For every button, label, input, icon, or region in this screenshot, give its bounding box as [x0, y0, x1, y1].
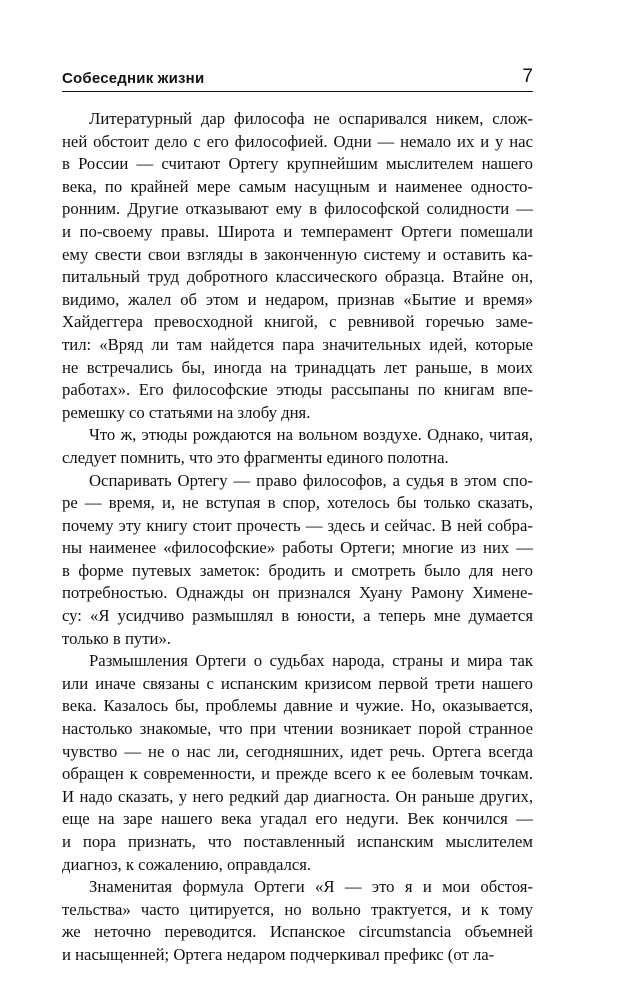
text-line: Знаменитая формула Ортеги «Я — это я и мои обстоя-: [89, 877, 533, 897]
running-header: [62, 66, 533, 88]
text-line: диагноз, к сожалению, оправдался.: [62, 854, 312, 874]
text-line: настолько знакомые, что при чтении возникает порой странное: [62, 719, 533, 739]
text-line: не встречались бы, иногда на тринадцать лет раньше, в моих: [62, 357, 533, 377]
text-line: в форме путевых заметок: бродить и смотреть было для него: [62, 560, 533, 580]
text-line: следует помнить, что это фрагменты единого полотна.: [62, 447, 449, 467]
body-text: [62, 108, 533, 967]
text-line: Размышления Ортеги о судьбах народа, страны и мира так: [89, 651, 533, 671]
text-line: работах». Его философские этюды рассыпаны по книгам впе-: [62, 380, 533, 400]
text-line: же неточно переводится. Испанское circumstancia объемней: [62, 922, 533, 942]
text-line: су: «Я усидчиво размышлял в юности, а теперь мне думается: [62, 606, 533, 626]
text-line: еще на заре нашего века угадал его недуги. Век кончился —: [62, 809, 533, 829]
text-line: питальный труд добротного классического образца. Втайне он,: [62, 267, 533, 287]
text-line: тил: «Вряд ли там найдется пара значительных идей, которые: [62, 334, 533, 354]
paragraph: [62, 650, 533, 876]
running-title: Собеседник жизни: [62, 70, 205, 87]
text-line: ронним. Другие отказывают ему в философской солидности —: [62, 199, 533, 219]
text-line: ему свести свои взгляды в законченную систему и оставить ка-: [62, 244, 533, 264]
text-line: Литературный дар философа не оспаривался никем, слож-: [89, 109, 533, 128]
text-line: ремешку со статьями на злобу дня.: [62, 402, 311, 422]
text-line: только в пути».: [62, 628, 171, 648]
text-line: И надо сказать, у него редкий дар диагноста. Он раньше других,: [62, 786, 533, 806]
paragraph: [62, 424, 533, 469]
text-line: или иначе связаны с испанским кризисом первой трети нашего: [62, 673, 533, 693]
text-line: Что ж, этюды рождаются на вольном воздухе. Однако, читая,: [89, 425, 533, 445]
text-line: обращен к современности, и прежде всего к ее болевым точкам.: [62, 764, 533, 784]
text-line: видимо, жалел об этом и недаром, признав «Бытие и время»: [62, 289, 533, 309]
text-line: ны наименее «философские» работы Ортеги; многие из них —: [62, 538, 533, 558]
page-number: 7: [522, 66, 533, 87]
paragraph: [62, 470, 533, 651]
text-line: и пора признать, что поставленный испанским мыслителем: [62, 832, 533, 851]
text-line: века. Казалось бы, проблемы давние и чужие. Но, оказывается,: [62, 696, 533, 716]
text-line: и по-своему правы. Широта и темперамент Ортеги помешали: [62, 221, 533, 241]
text-line: тельства» часто цитируется, но вольно трактуется, и к тому: [62, 899, 533, 919]
text-line: Хайдеггера превосходной книгой, с ревнивой горечью заме-: [62, 312, 533, 332]
text-line: и насыщенней; Ортега недаром подчеркивал префикс (от ла-: [62, 944, 495, 964]
paragraph: [62, 108, 533, 424]
text-line: потребностью. Однажды он признался Хуану Рамону Хименe-: [62, 583, 533, 603]
text-line: чувство — не о нас ли, сегодняшних, идет речь. Ортега всегда: [62, 741, 533, 761]
text-line: в России — считают Ортегу крупнейшим мыслителем нашего: [62, 154, 533, 174]
text-line: почему эту книгу стоит прочесть — здесь и сейчас. В ней собра-: [62, 515, 533, 535]
text-line: ней обстоит дело с его философией. Одни — немало их и у нас: [62, 131, 533, 151]
paragraph: [62, 876, 533, 966]
text-line: века, по крайней мере самым насущным и наименее односто-: [62, 176, 533, 196]
text-line: ре — время, и, не вступая в спор, хотелось бы только сказать,: [62, 493, 533, 513]
text-line: Оспаривать Ортегу — право философов, а судья в этом спо-: [89, 470, 533, 490]
header-rule: [62, 91, 533, 92]
